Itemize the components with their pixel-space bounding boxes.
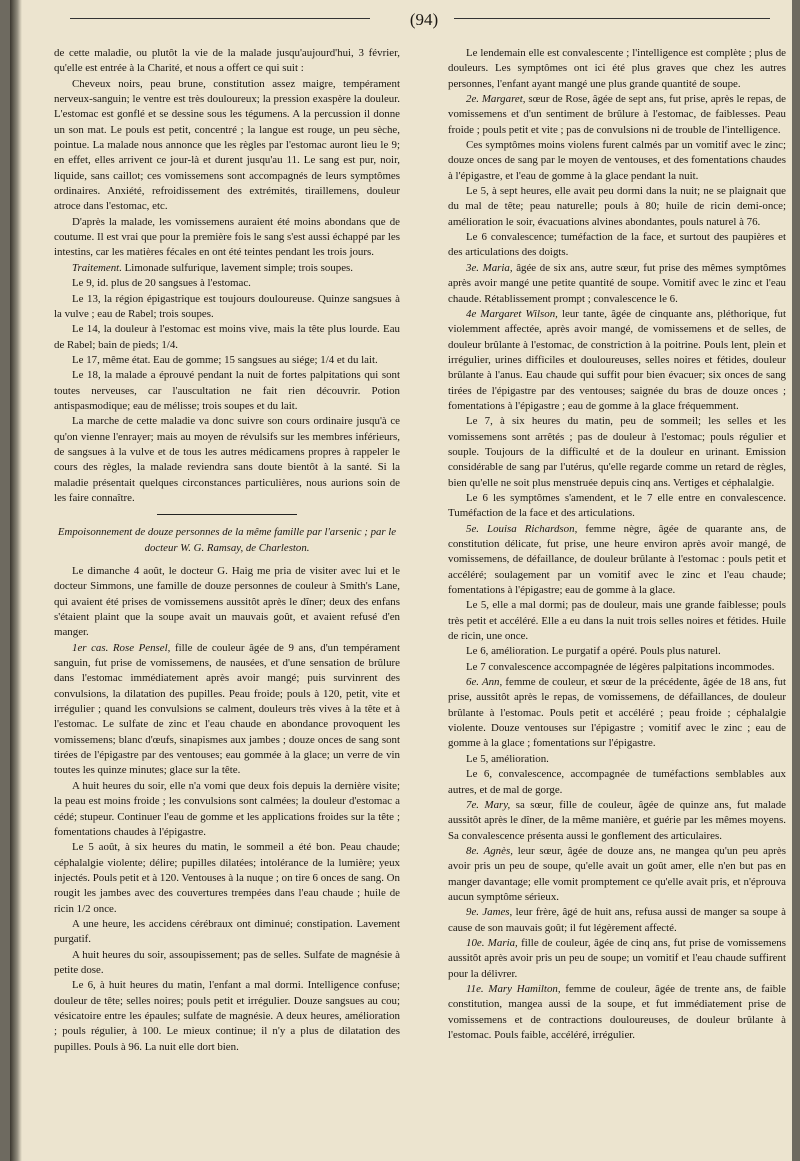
paragraph	[54, 46, 400, 77]
paragraph-text: Le 6, convalescence, accompagnée de tuméfactions semblables aux autres, et de mal de gorge.	[448, 768, 786, 796]
paragraph	[54, 292, 400, 323]
paragraph	[448, 92, 786, 138]
paragraph	[54, 414, 400, 506]
paragraph-text: Le 6, amélioration. Le purgatif a opéré. Pouls plus naturel.	[466, 645, 721, 658]
book-page	[10, 0, 792, 1161]
right-column-article-text	[448, 46, 786, 1043]
left-column	[54, 46, 400, 1055]
paragraph-lead: 11e. Mary Hamilton,	[466, 982, 561, 995]
paragraph-text: Le 5 août, à six heures du matin, le sommeil a été bon. Peau chaude; céphalalgie violente; délire; pupilles dilatées; intolérance de la lumière; yeux injectés. Pouls petit et à 120. Ventouses à la nuque ; on tire 6 onces de sang. On rougit les jambes avec des couvertures trempées dans l'eau chaude ; huile de ricin 1/2 once.	[54, 841, 400, 915]
paragraph	[448, 491, 786, 522]
paragraph	[448, 752, 786, 767]
paragraph-text: Le 6 convalescence; tuméfaction de la face, et surtout des paupières et des articulations des doigts.	[448, 231, 786, 259]
paragraph-text: Limonade sulfurique, lavement simple; trois soupes.	[121, 261, 354, 274]
paragraph-text: Le 13, la région épigastrique est toujours douloureuse. Quinze sangsues à la vulve ; eau de Rabel; trois soupes.	[54, 292, 400, 320]
page-number: (94)	[409, 10, 439, 29]
paragraph-lead: 6e. Ann,	[466, 676, 503, 689]
paragraph	[448, 414, 786, 491]
paragraph-lead: 3e. Maria,	[466, 261, 513, 274]
paragraph-text: Cheveux noirs, peau brune, constitution assez maigre, tempérament nerveux-sanguin; le ventre est très douloureux; la pression exaspère la douleur. L'estomac est gonflé et se dessine sous les tégumens. A la percussion il donne un son mat. Le pouls est petit, concentré ; la langue est rouge, un peu sèche, pointue. La malade nous annonce que les règles par l'estomac auront lieu le 9; en effet, elles arrivent ce jour-là et durent jusqu'au 11. Le sang est pur, noir, liquide, sans caillot; ces vomissemens sont accompagnés de leurs symptômes ordinaires. Anxiété, refroidissement des extrémités, tiraillemens, douleur atroce dans l'estomac, etc.	[54, 77, 400, 213]
paragraph	[54, 917, 400, 948]
page-binding-shadow	[10, 0, 22, 1161]
paragraph-lead: 8e. Agnès,	[466, 844, 513, 857]
paragraph-text: sœur de Rose, âgée de sept ans, fut prise, après le repas, de vomissemens et d'un sentiment de brûlure à l'estomac, de faiblesses. Peau froide ; pouls petit et vite ; pas de convulsions ni de trouble de l'intelligence.	[448, 93, 787, 136]
paragraph-text: Le 14, la douleur à l'estomac est moins vive, mais la tête plus lourde. Eau de Rabel; bain de pieds; 1/4.	[54, 323, 400, 351]
paragraph	[448, 230, 786, 261]
paragraph	[54, 322, 400, 353]
paragraph-text: Le lendemain elle est convalescente ; l'intelligence est complète ; plus de douleurs. Les symptômes ont ici été plus graves que chez les autres personnes, l'enfant ayant mangé une plus grande quantité de soupe.	[448, 47, 786, 90]
right-column	[448, 46, 786, 1043]
paragraph	[54, 779, 400, 840]
paragraph-text: fille de couleur, âgée de cinq ans, fut prise de vomissemens aussitôt après avoir pris un peu de soupe; un vomitif et l'eau chaude suffirent pour la délivrer.	[448, 936, 786, 980]
paragraph-text: sa sœur, fille de couleur, âgée de quinze ans, fut malade aussitôt après le dîner, de la même manière, et guérie par les mêmes moyens. Sa convalescence présenta aussi le gonflement des articulaires.	[448, 798, 787, 842]
paragraph	[54, 261, 400, 276]
paragraph-text: D'après la malade, les vomissemens auraient été moins abondans que de coutume. Il est vrai que pour la première fois le sang s'est aussi échappé par les intestins, car les matières fécales en ont été teintes pendant les trois jours.	[54, 215, 400, 259]
paragraph-text: Ces symptômes moins violens furent calmés par un vomitif avec le zinc; douze onces de sang par le moyen de ventouses, et des fomentations chaudes à l'épigastre, et l'eau de gomme à la glace pendant la nuit.	[448, 139, 786, 182]
paragraph-text: Le dimanche 4 août, le docteur G. Haig me pria de visiter avec lui et le docteur Simmons, une famille de douze personnes de couleur à Smith's Lane, qui avaient été prises de vomissemens aussitôt après le dîner; deux des enfans s'étaient plaint que la soupe avait un mauvais goût, et avaient refusé d'en manger.	[54, 565, 400, 639]
paragraph	[448, 844, 786, 905]
paragraph	[448, 138, 786, 184]
paragraph-text: Le 6, à huit heures du matin, l'enfant a mal dormi. Intelligence confuse; douleur de tête; selles noires; pouls petit et irrégulier. Douze sangsues au cou; vésicatoire entre les épaules; sulfate de magnésie. A deux heures, amélioration ; pouls régulier, à 100. Le mieux continue; il n'y a plus de dilatation des pupilles. Pouls à 96. La nuit elle dort bien.	[54, 979, 400, 1053]
paragraph-text: La marche de cette maladie va donc suivre son cours ordinaire jusqu'à ce qu'on vienne l'enrayer; mais au moyen de révulsifs sur les membres inférieurs, de sangsues à la vulve et de tous les autres médicamens propres à rappeler le cours des règles, la malade reviendra sans doute bientôt à la santé. Si la maladie présentait quelques circonstances particulières, nous aurions soin de les faire connaître.	[54, 415, 400, 504]
article-title: Empoisonnement de douze personnes de la même famille par l'arsenic ; par le docteur W. G. Ramsay, de Charleston.	[57, 526, 397, 554]
paragraph-text: Le 5, à sept heures, elle avait peu dormi dans la nuit; ne se plaignait que du mal de tête; peau naturelle; pouls à 80; huile de ricin demi-once; amélioration le soir, évacuations alvines abondantes, pouls naturel à 76.	[448, 185, 786, 228]
paragraph	[448, 644, 786, 659]
paragraph-text: A huit heures du soir, elle n'a vomi que deux fois depuis la dernière visite; la peau est moins froide ; les convulsions sont calmées; la douleur d'estomac a cédé; stupeur. Continuer l'eau de gomme et les applications froides sur la tête ; fomentations chaudes à l'épigastre.	[54, 779, 400, 838]
paragraph	[54, 948, 400, 979]
paragraph-text: de cette maladie, ou plutôt la vie de la malade jusqu'aujourd'hui, 3 février, qu'elle est entrée à la Charité, et nous a offert ce qui suit :	[54, 47, 400, 75]
paragraph-text: Le 6 les symptômes s'amendent, et le 7 elle entre en convalescence. Tuméfaction de la face et des articulations.	[448, 491, 786, 520]
paragraph	[54, 641, 400, 779]
paragraph-text: femme de couleur, et sœur de la précédente, âgée de 18 ans, fut prise, aussitôt après le repas, de vomissemens, de défaillances, de douleur brûlante à l'estomac. Pouls petit et accéléré ; peau froide ; céphalalgie violente. Douze ventouses sur l'épigastre ; vomitif avec le zinc ; eau de gomme à la glace ; fomentations sur l'épigastre.	[448, 676, 786, 750]
paragraph-text: A huit heures du soir, assoupissement; pas de selles. Sulfate de magnésie à petite dose.	[54, 948, 400, 976]
paragraph-text: âgée de six ans, autre sœur, fut prise des mêmes symptômes après avoir mangé une petite quantité de soupe. Vomitif avec le zinc et l'eau chaude. Rétablissement prompt ; convalescence le 6.	[448, 261, 786, 305]
paragraph-text: A une heure, les accidens cérébraux ont diminué; constipation. Lavement purgatif.	[54, 917, 400, 946]
paragraph	[448, 660, 786, 675]
paragraph-lead: 2e. Margaret,	[466, 93, 526, 106]
paragraph-lead: 4e Margaret Wilson,	[466, 307, 558, 320]
paragraph-text: Le 5, amélioration.	[466, 752, 549, 765]
paragraph	[448, 936, 786, 982]
paragraph	[54, 368, 400, 414]
page-header	[70, 10, 770, 28]
paragraph-lead: 1er cas. Rose Pensel,	[72, 641, 171, 654]
left-column-case-text	[54, 46, 400, 506]
paragraph	[54, 564, 400, 641]
paragraph	[54, 215, 400, 261]
paragraph	[54, 77, 400, 215]
paragraph-text: Le 17, même état. Eau de gomme; 15 sangsues au siége; 1/4 et du lait.	[72, 353, 378, 366]
paragraph-text: Le 7, à six heures du matin, peu de sommeil; les selles et les vomissemens sont arrêtés ; pas de douleur à l'estomac; pouls régulier et souple. Toujours de la difficulté et de la douleur en urinant. Emission considérable de sang par l'utérus, qu'elle regarde comme un retard de règles, bien qu'elle ne soit plus menstruée depuis cinq ans. Vertiges et céphalalgie.	[448, 415, 786, 489]
paragraph	[448, 798, 786, 844]
paragraph-text: Le 5, elle a mal dormi; pas de douleur, mais une grande faiblesse; pouls très petit et accéléré. Elle a eu dans la nuit trois selles noires et fétides. Huile de ricin, une once.	[448, 599, 786, 643]
header-rule-left	[70, 18, 370, 19]
paragraph-lead: Traitement.	[72, 261, 122, 274]
paragraph	[448, 905, 786, 936]
paragraph-text: Le 7 convalescence accompagnée de légères palpitations incommodes.	[466, 660, 775, 673]
paragraph	[448, 307, 786, 414]
paragraph	[448, 982, 786, 1043]
paragraph-text: leur sœur, âgée de douze ans, ne mangea qu'un peu après avoir pris un peu de soupe, qu'elle avait un goût amer, elle n'en but pas en manger davantage; elle vomit promptement ce qu'elle avait pris, et n'éprouva aucun symptôme sérieux.	[448, 844, 786, 903]
paragraph	[54, 276, 400, 291]
paragraph	[54, 978, 400, 1055]
paragraph-text: fille de couleur âgée de 9 ans, d'un tempérament sanguin, fut prise de vomissemens, de nausées, et d'une sensation de brûlure dans l'estomac immédiatement après avoir mangé; puis survinrent des convulsions, la dilatation des pupilles. Peau froide; pouls à 120, petit, vite et irrégulier ; quand les convulsions se calment, douleurs très vives à la tête et à l'estomac. Le sulfate de zinc et l'eau chaude en abondance provoquent les vomissemens; blanc d'œufs, sinapismes aux jambes ; douze onces de sang sont tirées de l'épigastre par des ventouses; eau gommée à la glace; un verre de vin toutes les quinze minutes; glace sur la tête.	[54, 641, 400, 777]
paragraph-lead: 10e. Maria,	[466, 936, 518, 949]
paragraph-text: leur frère, âgé de huit ans, refusa aussi de manger sa soupe à cause de son mauvais goût; il fut légèrement affecté.	[448, 906, 786, 934]
paragraph	[448, 184, 786, 230]
paragraph	[448, 767, 786, 798]
paragraph-lead: 5e. Louisa Richardson,	[466, 522, 578, 535]
paragraph-text: Le 9, id. plus de 20 sangsues à l'estomac.	[72, 277, 251, 290]
paragraph-text: Le 18, la malade a éprouvé pendant la nuit de fortes palpitations qui sont toutes nerveuses, car l'auscultation ne fait rien découvrir. Potion antispasmodique; eau de mélisse; trois soupes et du lait.	[54, 369, 400, 412]
paragraph	[448, 522, 786, 599]
paragraph	[448, 598, 786, 644]
paragraph-lead: 7e. Mary,	[466, 798, 511, 811]
paragraph-text: femme nègre, âgée de quarante ans, de constitution délicate, fut prise, une heure environ après avoir mangé, de vomissemens, de défaillance, de douleur brûlante à l'estomac : pouls petit et accéléré; soulagement par un vomitif avec le zinc et l'eau chaude; fomentations à l'épigastre; eau de gomme à la glace.	[448, 522, 787, 597]
paragraph	[448, 675, 786, 752]
paragraph-text: leur tante, âgée de cinquante ans, pléthorique, fut violemment affectée, après avoir mangé, de vomissemens et de selles, de douleur brûlante à l'estomac, de constriction à la poitrine. Pouls lent, plein et irrégulier, urines difficiles et douloureuses, selles noires et fétides, douleur brûlante à l'anus. Eau chaude qui suffit pour bien évacuer; six onces de sang tirées de l'épigastre par des ventouses; saignée du bras de douze onces ; fomentations à l'épigastre ; eau de gomme à la glace fréquemment.	[448, 307, 786, 412]
paragraph	[54, 353, 400, 368]
paragraph-lead: 9e. James,	[466, 906, 513, 919]
paragraph	[54, 840, 400, 917]
header-rule-right	[454, 18, 770, 19]
left-column-article-text	[54, 564, 400, 1055]
paragraph	[448, 46, 786, 92]
paragraph	[448, 261, 786, 307]
paragraph-text: femme de couleur, âgée de trente ans, de faible constitution, mangea aussi de la soupe, et fut immédiatement prise de vomissemens et de contractions douloureuses, de douleur brûlante à l'estomac. Pouls faible, accéléré, irrégulier.	[448, 982, 786, 1041]
section-separator	[157, 514, 297, 515]
